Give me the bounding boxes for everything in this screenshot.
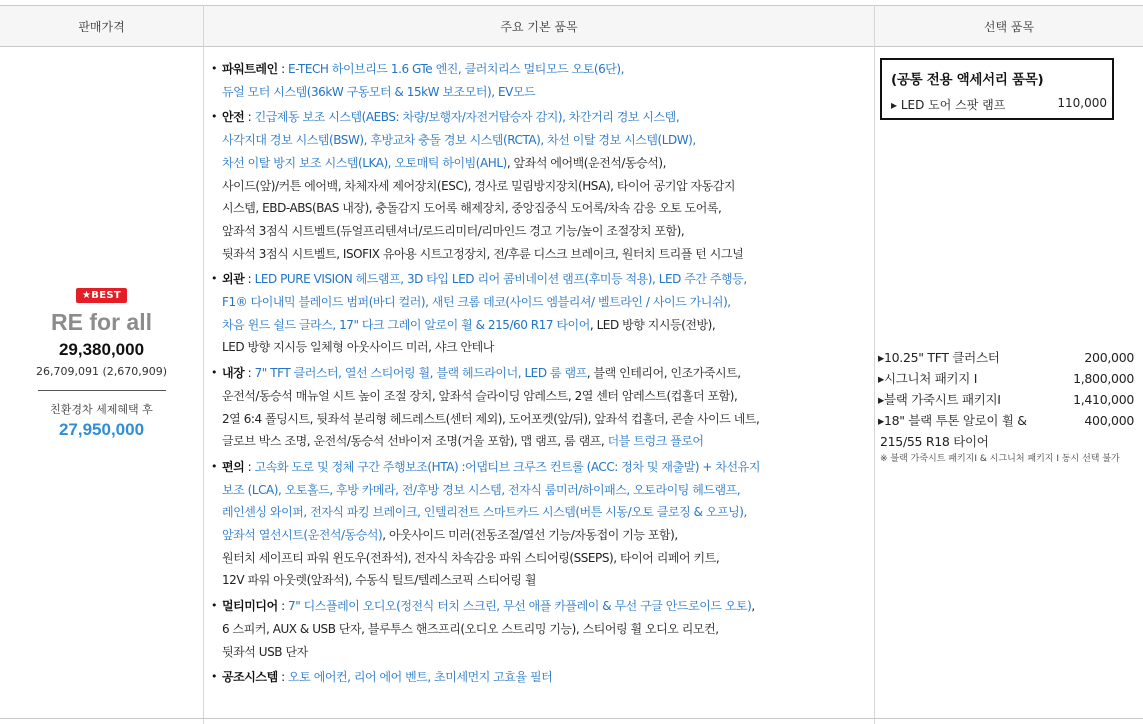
feature-text: 긴급제동 보조 시스템(AEBS: 차량/보행자/자전거탑승자 감지), 차간거리 경보 시스템, — [254, 110, 680, 125]
feature-text: 사이드(앞)/커튼 에어백, 차체자세 제어장치(ESC), 경사로 밀림방지장치(HSA), 타이어 공기압 자동감지 — [222, 178, 736, 193]
header-options: 선택 품목 — [875, 5, 1143, 47]
eco-tax-label: 친환경차 세제혜택 후 — [50, 403, 153, 416]
feature-text: 뒷좌석 USB 단자 — [222, 644, 308, 659]
feature-text: 듀얼 모터 시스템(36kW 구동모터 & 15kW 보조모터), EV모드 — [222, 84, 536, 99]
main-features — [212, 58, 867, 692]
option-price: 1,800,000 — [1073, 371, 1134, 386]
feature-text: 뒷좌석 3점식 시트벨트, ISOFIX 유아용 시트고정장치, 전/후륜 디스크 브레이크, 원터치 트리플 턴 시그널 — [222, 246, 744, 261]
feature-text: , 아웃사이드 미러(전동조절/열선 기능/자동접이 기능 포함), — [382, 528, 678, 543]
feature-text: , 앞좌석 에어백(운전석/동승석), — [506, 155, 667, 170]
accessory-box — [880, 58, 1114, 120]
column-divider — [874, 5, 875, 724]
feature-text: 앞좌석 열선시트(운전석/동승석) — [222, 528, 383, 543]
feature-text: 차음 윈드 쉴드 글라스, 17" 다크 그레이 알로이 휠 & 215/60 R17 타이어 — [222, 317, 590, 332]
feature-text: 앞좌석 3점식 시트벨트(듀얼프리텐셔너/로드리미터/리마인드 경고 기능/높이 조절장치 포함), — [222, 223, 685, 238]
feature-text: 오토 에어컨, 리어 에어 벤트, 초미세먼지 고효율 필터 — [288, 670, 553, 685]
feature-text: E-TECH 하이브리드 1.6 GTe 엔진, 클러치리스 멀티모드 오토(6단), — [288, 62, 625, 76]
feature-text: 시스템, EBD-ABS(BAS 내장), 충돌감지 도어록 해제장치, 중앙집중식 도어록/차속 감응 오토 도어록, — [222, 201, 722, 216]
option-price: 200,000 — [1084, 350, 1134, 365]
feature-text: 차선 이탈 방지 보조 시스템(LKA), 오토매틱 하이빔(AHL) — [222, 155, 507, 170]
option-name: ▸블랙 가죽시트 패키지Ⅰ — [878, 392, 1001, 407]
feature-text: 12V 파워 아웃렛(앞좌석), 수동식 틸트/텔레스코픽 스티어링 휠 — [222, 573, 537, 588]
feature-title: 내장 — [222, 366, 245, 381]
feature-multimedia: • 멀티미디어 : 7" 디스플레이 오디오(정전식 터치 스크린, 무선 애플 카플레이 & 무선 구글 안드로이드 오토), 6 스피커, AUX & USB 단자, 블루투스 핸즈프리(오디오 스트리밍 기능), 스티어링 휠 오디오 리모컨, 뒷좌석 USB 단자 — [212, 595, 867, 663]
option-note: ※ 블랙 가죽시트 패키지Ⅰ & 시그니처 패키지 Ⅰ 동시 선택 불가 — [880, 454, 1120, 464]
feature-text: 운전석/동승석 매뉴얼 시트 높이 조절 장치, 앞좌석 슬라이딩 암레스트, 2열 센터 암레스트(컵홀더 포함), — [222, 388, 738, 403]
accessory-item — [891, 96, 1119, 113]
option-item — [878, 368, 1134, 389]
feature-text: 더블 트렁크 플로어 — [607, 434, 704, 449]
feature-text: 6 스피커, AUX & USB 단자, 블루투스 핸즈프리(오디오 스트리밍 기능), 스티어링 휠 오디오 리모컨, — [222, 621, 719, 636]
header-main-features: 주요 기본 품목 — [204, 5, 874, 47]
price-breakdown: 26,709,091 (2,670,909) — [35, 365, 168, 378]
feature-title: 공조시스템 — [222, 670, 278, 685]
feature-interior: • 내장 : 7" TFT 클러스터, 열선 스티어링 휠, 블랙 헤드라이너, LED 룸 램프, 블랙 인테리어, 인조가죽시트, 운전석/동승석 매뉴얼 시트 높이 조절 장치, 앞좌석 슬라이딩 암레스트, 2열 센터 암레스트(컵홀더 포함), 2열 6:4 폴딩시트, 뒷좌석 분리형 헤드레스트(센터 제외), 도어포켓(앞/뒤), 앞좌석 컵홀더, 콘솔 사이드 네트, 글로브 박스 조명, 운전석/동승석 선바이저 조명(거울 포함), 맵 램프, 룸 램프, 더블 트렁크 플로어 — [212, 362, 867, 453]
feature-text: 고속화 도로 및 정체 구간 주행보조(HTA) :어댑티브 크루즈 컨트롤 (ACC: 정차 및 재출발) + 차선유지 — [254, 459, 760, 474]
option-price: 1,410,000 — [1073, 392, 1134, 407]
feature-text: , LED 방향 지시등(전방), — [589, 317, 716, 332]
feature-text: 원터치 세이프티 파워 윈도우(전좌석), 전자식 차속감응 파워 스티어링(SSEPS), 타이어 리페어 키트, — [222, 550, 720, 565]
option-name: ▸18" 블랙 투톤 알로이 휠 & — [878, 413, 1027, 428]
feature-climate: • 공조시스템 : 오토 에어컨, 리어 에어 벤트, 초미세먼지 고효율 필터 — [212, 666, 867, 689]
eco-tax-price: 27,950,000 — [58, 420, 145, 439]
option-item — [878, 410, 1134, 431]
feature-text: LED PURE VISION 헤드램프, 3D 타입 LED 리어 콤비네이션 램프(후미등 적용), LED 주간 주행등, — [254, 272, 747, 287]
feature-text: , 블랙 인테리어, 인조가죽시트, — [586, 366, 741, 381]
feature-text: 2열 6:4 폴딩시트, 뒷좌석 분리형 헤드레스트(센터 제외), 도어포켓(앞/뒤), 앞좌석 컵홀더, 콘솔 사이드 네트, — [222, 411, 760, 426]
option-item — [878, 389, 1134, 410]
trim-name: RE for all — [51, 309, 152, 335]
feature-text: 7" 디스플레이 오디오(정전식 터치 스크린, 무선 애플 카플레이 & 무선 구글 안드로이드 오토) — [288, 599, 752, 614]
header-price: 판매가격 — [0, 5, 203, 47]
option-item — [878, 431, 1134, 452]
feature-text: 보조 (LCA), 오토홀드, 후방 카메라, 전/후방 경보 시스템, 전자식 룸미러/하이패스, 오토라이팅 헤드램프, — [222, 482, 741, 497]
feature-exterior: • 외관 : LED PURE VISION 헤드램프, 3D 타입 LED 리어 콤비네이션 램프(후미등 적용), LED 주간 주행등, F1® 다이내믹 블레이드 범퍼(바디 컬러), 새틴 크롬 데코(사이드 엠블리셔/ 벨트라인 / 사이드 가니쉬), 차음 윈드 쉴드 글라스, 17" 다크 그레이 알로이 휠 & 215/60 R17 타이어, LED 방향 지시등(전방), LED 방향 지시등 일체형 아웃사이드 미러, 샤크 안테나 — [212, 268, 867, 359]
feature-title: 안전 — [222, 110, 245, 125]
feature-convenience: • 편의 : 고속화 도로 및 정체 구간 주행보조(HTA) :어댑티브 크루즈 컨트롤 (ACC: 정차 및 재출발) + 차선유지 보조 (LCA), 오토홀드, 후방 카메라, 전/후방 경보 시스템, 전자식 룸미러/하이패스, 오토라이팅 헤드램프, 레인센싱 와이퍼, 전자식 파킹 브레이크, 인텔리전트 스마트카드 시스템(버튼 시동/오토 클로징 & 오프닝), 앞좌석 열선시트(운전석/동승석), 아웃사이드 미러(전동조절/열선 기능/자동접이 기능 포함), 원터치 세이프티 파워 윈도우(전좌석), 전자식 차속감응 파워 스티어링(SSEPS), 타이어 리페어 키트, 12V 파워 아웃렛(앞좌석), 수동식 틸트/텔레스코픽 스티어링 휠 — [212, 456, 867, 592]
feature-powertrain: • 파워트레인 : E-TECH 하이브리드 1.6 GTe 엔진, 클러치리스 멀티모드 오토(6단), 듀얼 모터 시스템(36kW 구동모터 & 15kW 보조모터), EV모드 — [212, 58, 867, 103]
option-name: ▸10.25" TFT 클러스터 — [878, 350, 1000, 365]
price-cell — [0, 283, 203, 440]
option-list — [878, 347, 1134, 465]
feature-title: 파워트레인 — [222, 62, 278, 76]
feature-text: F1® 다이내믹 블레이드 범퍼(바디 컬러), 새틴 크롬 데코(사이드 엠블리셔/ 벨트라인 / 사이드 가니쉬), — [222, 295, 731, 310]
feature-text: LED 방향 지시등 일체형 아웃사이드 미러, 샤크 안테나 — [222, 340, 494, 355]
column-divider — [203, 5, 204, 724]
feature-text: , — [751, 599, 755, 614]
price-amount: 29,380,000 — [58, 340, 145, 359]
option-item — [878, 347, 1134, 368]
accessory-item-price: 110,000 — [1057, 96, 1107, 110]
feature-text: 레인센싱 와이퍼, 전자식 파킹 브레이크, 인텔리전트 스마트카드 시스템(버튼 시동/오토 클로징 & 오프닝), — [222, 505, 747, 520]
option-name: 215/55 R18 타이어 — [880, 434, 989, 449]
feature-title: 편의 — [222, 459, 245, 474]
feature-title: 외관 — [222, 272, 245, 287]
feature-safety: • 안전 : 긴급제동 보조 시스템(AEBS: 차량/보행자/자전거탑승자 감지), 차간거리 경보 시스템, 사각지대 경보 시스템(BSW), 후방교차 충돌 경보 시스템(RCTA), 차선 이탈 경보 시스템(LDW), 차선 이탈 방지 보조 시스템(LKA), 오토매틱 하이빔(AHL), 앞좌석 에어백(운전석/동승석), 사이드(앞)/커튼 에어백, 차체자세 제어장치(ESC), 경사로 밀림방지장치(HSA), 타이어 공기압 자동감지 시스템, EBD-ABS(BAS 내장), 충돌감지 도어록 해제장치, 중앙집중식 도어록/차속 감응 오토 도어록, 앞좌석 3점식 시트벨트(듀얼프리텐셔너/로드리미터/리마인드 경고 기능/높이 조절장치 포함), 뒷좌석 3점식 시트벨트, ISOFIX 유아용 시트고정장치, 전/후륜 디스크 브레이크, 원터치 트리플 턴 시그널 — [212, 106, 867, 265]
feature-title: 멀티미디어 — [222, 599, 278, 614]
table-bottom-border — [0, 718, 1143, 719]
price-divider — [38, 390, 166, 391]
option-price: 400,000 — [1084, 413, 1134, 428]
option-name: ▸시그니처 패키지 Ⅰ — [878, 371, 978, 386]
feature-text: 7" TFT 클러스터, 열선 스티어링 휠, 블랙 헤드라이너, LED 룸 램프 — [254, 366, 587, 381]
feature-text: 글로브 박스 조명, 운전석/동승석 선바이저 조명(거울 포함), 맵 램프, 룸 램프, — [222, 434, 608, 449]
feature-text: 사각지대 경보 시스템(BSW), 후방교차 충돌 경보 시스템(RCTA), 차선 이탈 경보 시스템(LDW), — [222, 133, 696, 148]
best-badge: ★BEST — [76, 288, 127, 303]
accessory-item-name: ▸ LED 도어 스팟 램프 — [891, 98, 1006, 112]
accessory-title: (공통 전용 액세서리 품목) — [891, 72, 1044, 88]
